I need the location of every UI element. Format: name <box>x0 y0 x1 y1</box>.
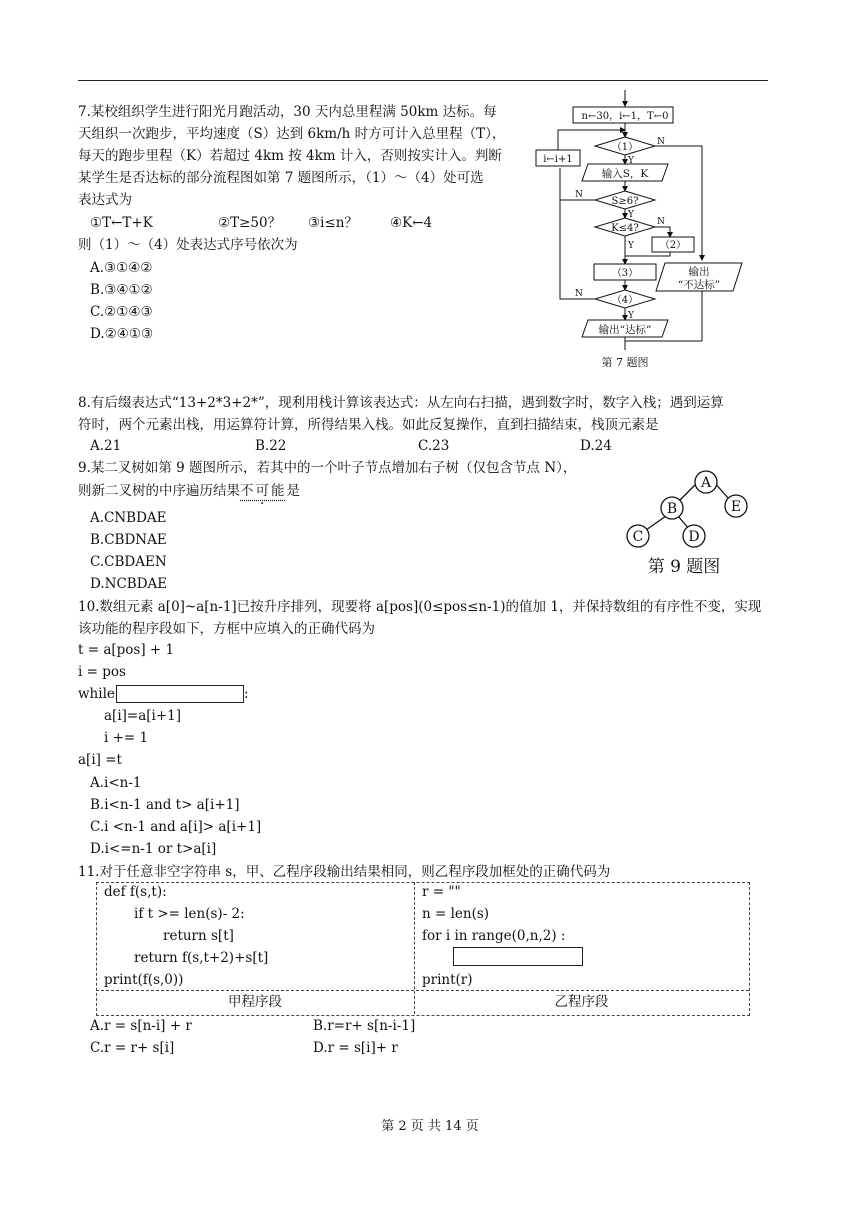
q11-right-line4: print(r) <box>422 972 473 988</box>
q10-code-line5: i += 1 <box>104 730 149 746</box>
q9-option-a: A.CNBDAE <box>90 510 167 526</box>
q11-left-line3: return s[t] <box>163 928 234 944</box>
q9-option-d: D.NCBDAE <box>90 576 168 592</box>
fc-caption: 第 7 题图 <box>601 356 649 369</box>
q10-stem-line2: 该功能的程序段如下，方框中应填入的正确代码为 <box>78 621 375 637</box>
q9-caption: 第 9 题图 <box>647 557 721 577</box>
q11-left-label: 甲程序段 <box>228 994 282 1010</box>
fc-label-y1: Y <box>628 156 634 166</box>
q9-stem-line2 <box>78 480 300 502</box>
q10-code-line2: i = pos <box>78 664 126 680</box>
fc-init: n←30，i←1，T←0 <box>581 111 669 122</box>
fc-out-ok: 输出“达标” <box>598 324 652 336</box>
fc-label-y2: Y <box>628 210 634 220</box>
q9-stem-line1: 9.某二叉树如第 9 题图所示，若其中的一个叶子节点增加右子树（仅包含节点 N）， <box>78 460 577 476</box>
fc-label-y3: Y <box>628 241 634 251</box>
q7-ask: 则（1）～（4）处表达式序号依次为 <box>78 237 298 253</box>
fc-d4: （4） <box>611 295 639 306</box>
q10-code-colon: : <box>244 686 249 702</box>
fc-inc: i←i+1 <box>543 154 573 165</box>
tree-label-a: A <box>700 475 712 491</box>
q11-answer-box[interactable] <box>453 947 583 966</box>
q8-option-b: B.22 <box>255 438 287 454</box>
q10-option-b: B.i<n-1 and t> a[i+1] <box>90 797 240 813</box>
fc-d1: （1） <box>611 142 639 153</box>
q11-option-b: B.r=r+ s[n-i-1] <box>313 1018 416 1034</box>
q7-stem-line2: 天组织一次跑步，平均速度（S）达到 6km/h 时方可计入总里程（T）， <box>78 126 506 142</box>
fc-out-no-2: “不达标” <box>677 279 721 291</box>
q10-code-line1: t = a[pos] + 1 <box>78 642 175 658</box>
q8-option-a: A.21 <box>90 438 122 454</box>
fc-label-n4: N <box>575 289 583 299</box>
fc-label-y4: Y <box>628 311 634 321</box>
q10-stem-line1: 10.数组元素 a[0]~a[n-1]已按升序排列，现要将 a[pos](0≤pos≤n-1)的值加 1，并保持数组的有序性不变，实现 <box>78 599 762 615</box>
q7-stem-line5: 表达式为 <box>78 192 132 208</box>
q8-option-d: D.24 <box>580 438 612 454</box>
q8-option-c: C.23 <box>418 438 450 454</box>
q7-stem-line4: 某学生是否达标的部分流程图如第 7 题图所示，（1）～（4）处可选 <box>78 170 484 186</box>
q10-option-c: C.i <n-1 and a[i]> a[i+1] <box>90 819 262 835</box>
q11-left-line1: def f(s,t): <box>104 884 167 900</box>
fc-out-no-1: 输出 <box>688 266 710 278</box>
tree-label-d: D <box>688 529 700 545</box>
q10-option-d: D.i<=n-1 or t>a[i] <box>90 841 217 857</box>
q7-expr-2: ②T≥50？ <box>218 215 282 231</box>
header-rule <box>78 80 768 81</box>
q7-option-c: C.②①④③ <box>90 304 153 320</box>
q7-option-a: A.③①④② <box>90 260 153 276</box>
fc-p2: （2） <box>659 240 687 251</box>
q11-left-line5: print(f(s,0)) <box>104 972 184 988</box>
q11-stem: 11.对于任意非空字符串 s，甲、乙程序段输出结果相同，则乙程序段加框处的正确代码为 <box>78 864 611 880</box>
fc-label-n3: N <box>657 217 665 227</box>
q7-stem-line1: 7.某校组织学生进行阳光月跑活动，30 天内总里程满 50km 达标。每 <box>78 104 497 120</box>
q8-stem-line1: 8.有后缀表达式“13+2*3+2*”，现利用栈计算该表达式：从左向右扫描，遇到数字时，数字入栈；遇到运算 <box>78 395 724 411</box>
fc-d-k: K≤4? <box>611 223 639 234</box>
q11-right-line1: r = "" <box>422 884 461 900</box>
fc-p3: （3） <box>611 268 639 279</box>
q7-flowchart <box>530 88 760 370</box>
q11-right-line2: n = len(s) <box>422 906 490 922</box>
q11-right-label: 乙程序段 <box>554 994 609 1010</box>
q7-option-d: D.②④①③ <box>90 326 154 342</box>
fc-d-s: S≥6? <box>611 196 639 207</box>
q10-answer-box[interactable] <box>116 685 244 703</box>
page-footer: 第 2 页 共 14 页 <box>381 1119 479 1134</box>
q10-code-line6: a[i] =t <box>78 752 122 768</box>
q10-code-while: while <box>78 686 115 702</box>
tree-label-e: E <box>730 499 742 515</box>
q9-option-b: B.CBDNAE <box>90 532 167 548</box>
q11-right-line3: for i in range(0,n,2) : <box>422 928 566 944</box>
q11-option-c: C.r = r+ s[i] <box>90 1040 175 1056</box>
q11-option-a: A.r = s[n-i] + r <box>90 1018 192 1034</box>
q7-stem-line3: 每天的跑步里程（K）若超过 4km 按 4km 计入，否则按实计入。判断 <box>78 148 502 164</box>
q9-stem-pre: 则新二叉树的中序遍历结果 <box>78 483 240 499</box>
fc-label-n1: N <box>657 137 665 147</box>
tree-label-c: C <box>632 529 644 545</box>
fc-label-n2: N <box>575 190 583 200</box>
q7-expr-4: ④K←4 <box>390 215 433 231</box>
q9-binary-tree <box>618 464 758 582</box>
q9-stem-post: 是 <box>286 483 300 499</box>
q7-option-b: B.③④①② <box>90 282 153 298</box>
q9-option-c: C.CBDAEN <box>90 554 167 570</box>
tree-label-b: B <box>666 501 678 517</box>
q7-expr-3: ③i≤n？ <box>308 215 358 231</box>
q8-stem-line2: 符时，两个元素出栈，用运算符计算，所得结果入栈。如此反复操作，直到扫描结束，栈顶元素是 <box>78 417 659 433</box>
q7-expr-1: ①T←T+K <box>90 215 153 231</box>
q9-stem-emphasis: 不可能 <box>240 483 287 499</box>
fc-input: 输入S，K <box>601 168 649 180</box>
q11-left-line4: return f(s,t+2)+s[t] <box>134 950 269 966</box>
q10-option-a: A.i<n-1 <box>90 775 142 791</box>
q10-code-line4: a[i]=a[i+1] <box>104 708 182 724</box>
q11-option-d: D.r = s[i]+ r <box>313 1040 398 1056</box>
q11-left-line2: if t >= len(s)- 2: <box>134 906 245 922</box>
